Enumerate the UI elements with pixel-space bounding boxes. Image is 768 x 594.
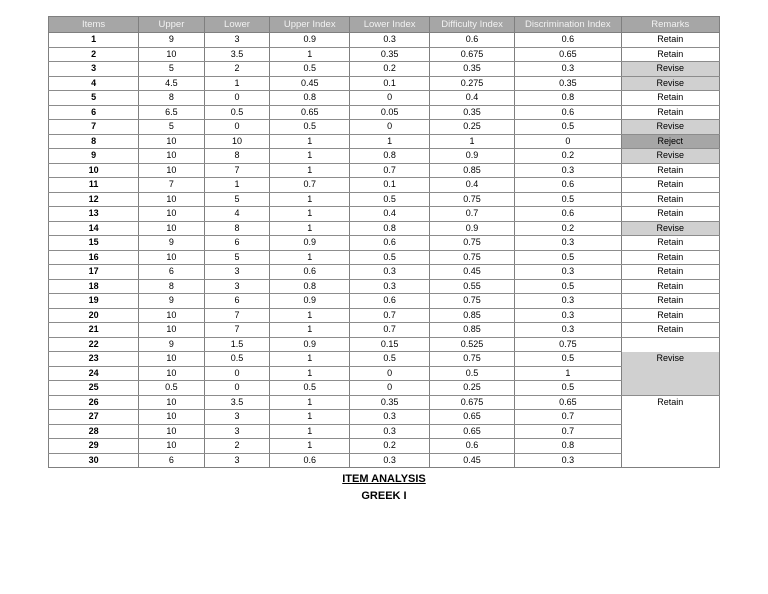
- table-row: [49, 366, 720, 381]
- upper-cell: 5: [139, 120, 205, 135]
- remarks-cell: Retain: [621, 91, 719, 106]
- table-row: [49, 91, 720, 106]
- discrimination-index-cell: 0.3: [515, 236, 622, 251]
- remarks-cell: [621, 439, 719, 454]
- item-cell: 26: [49, 395, 139, 410]
- upper-index-cell: 0.6: [270, 265, 350, 280]
- remarks-cell: [621, 424, 719, 439]
- table-row: [49, 221, 720, 236]
- lower-cell: 1: [204, 178, 270, 193]
- lower-cell: 6: [204, 236, 270, 251]
- item-cell: 19: [49, 294, 139, 309]
- item-cell: 13: [49, 207, 139, 222]
- discrimination-index-cell: 0: [515, 134, 622, 149]
- discrimination-index-cell: 0.65: [515, 47, 622, 62]
- lower-index-cell: 0.3: [350, 424, 430, 439]
- lower-cell: 5: [204, 192, 270, 207]
- upper-index-cell: 1: [270, 192, 350, 207]
- remarks-cell: Retain: [621, 236, 719, 251]
- difficulty-index-cell: 0.4: [430, 178, 515, 193]
- upper-index-cell: 1: [270, 308, 350, 323]
- header-row: [49, 17, 720, 33]
- upper-index-cell: 1: [270, 134, 350, 149]
- lower-index-cell: 0.2: [350, 62, 430, 77]
- item-cell: 12: [49, 192, 139, 207]
- remarks-cell: Revise: [621, 149, 719, 164]
- upper-index-cell: 1: [270, 439, 350, 454]
- difficulty-index-cell: 0.675: [430, 47, 515, 62]
- item-cell: 14: [49, 221, 139, 236]
- lower-index-cell: 0.7: [350, 323, 430, 338]
- lower-index-cell: 0.5: [350, 250, 430, 265]
- remarks-cell: Revise: [621, 62, 719, 77]
- upper-index-cell: 0.8: [270, 279, 350, 294]
- difficulty-index-cell: 0.75: [430, 352, 515, 367]
- table-row: [49, 381, 720, 396]
- lower-index-cell: 0.2: [350, 439, 430, 454]
- item-cell: 2: [49, 47, 139, 62]
- upper-index-cell: 1: [270, 163, 350, 178]
- lower-index-cell: 0.8: [350, 221, 430, 236]
- upper-index-cell: 0.6: [270, 453, 350, 468]
- lower-cell: 7: [204, 163, 270, 178]
- difficulty-index-cell: 0.25: [430, 120, 515, 135]
- table-body: [49, 33, 720, 468]
- lower-index-cell: 0.5: [350, 352, 430, 367]
- table-row: [49, 47, 720, 62]
- difficulty-index-cell: 0.75: [430, 192, 515, 207]
- lower-index-cell: 0.1: [350, 76, 430, 91]
- lower-cell: 0: [204, 120, 270, 135]
- upper-index-cell: 1: [270, 410, 350, 425]
- difficulty-index-cell: 0.675: [430, 395, 515, 410]
- discrimination-index-cell: 0.3: [515, 453, 622, 468]
- remarks-cell: Retain: [621, 178, 719, 193]
- upper-cell: 9: [139, 337, 205, 352]
- remarks-cell: Retain: [621, 308, 719, 323]
- item-cell: 8: [49, 134, 139, 149]
- discrimination-index-cell: 0.5: [515, 250, 622, 265]
- upper-index-cell: 1: [270, 323, 350, 338]
- item-cell: 23: [49, 352, 139, 367]
- upper-cell: 9: [139, 236, 205, 251]
- lower-cell: 7: [204, 308, 270, 323]
- table-row: [49, 236, 720, 251]
- table-row: [49, 62, 720, 77]
- lower-index-cell: 0.6: [350, 294, 430, 309]
- remarks-cell: [621, 410, 719, 425]
- table-row: [49, 120, 720, 135]
- upper-index-cell: 0.7: [270, 178, 350, 193]
- item-cell: 21: [49, 323, 139, 338]
- upper-cell: 6.5: [139, 105, 205, 120]
- remarks-cell: [621, 453, 719, 468]
- discrimination-index-cell: 0.3: [515, 163, 622, 178]
- lower-cell: 5: [204, 250, 270, 265]
- remarks-cell: Retain: [621, 279, 719, 294]
- lower-cell: 8: [204, 221, 270, 236]
- table-row: [49, 453, 720, 468]
- item-cell: 7: [49, 120, 139, 135]
- difficulty-index-cell: 0.35: [430, 105, 515, 120]
- lower-cell: 3: [204, 33, 270, 48]
- header-upper: Upper: [139, 17, 205, 33]
- lower-index-cell: 0.7: [350, 163, 430, 178]
- table-row: [49, 250, 720, 265]
- lower-cell: 0.5: [204, 105, 270, 120]
- difficulty-index-cell: 0.6: [430, 33, 515, 48]
- lower-index-cell: 0.35: [350, 47, 430, 62]
- table-row: [49, 279, 720, 294]
- header-lower-index: Lower Index: [350, 17, 430, 33]
- remarks-cell: Retain: [621, 265, 719, 280]
- upper-cell: 10: [139, 134, 205, 149]
- lower-index-cell: 0.8: [350, 149, 430, 164]
- upper-cell: 7: [139, 178, 205, 193]
- difficulty-index-cell: 0.85: [430, 323, 515, 338]
- lower-cell: 1.5: [204, 337, 270, 352]
- lower-cell: 3: [204, 279, 270, 294]
- caption: [48, 471, 720, 505]
- upper-cell: 10: [139, 221, 205, 236]
- upper-index-cell: 1: [270, 352, 350, 367]
- difficulty-index-cell: 0.65: [430, 410, 515, 425]
- upper-cell: 10: [139, 410, 205, 425]
- table-row: [49, 395, 720, 410]
- remarks-cell: Revise: [621, 352, 719, 367]
- item-cell: 18: [49, 279, 139, 294]
- lower-cell: 3: [204, 453, 270, 468]
- upper-cell: 10: [139, 395, 205, 410]
- discrimination-index-cell: 0.5: [515, 352, 622, 367]
- table-row: [49, 352, 720, 367]
- difficulty-index-cell: 0.9: [430, 221, 515, 236]
- lower-cell: 2: [204, 439, 270, 454]
- remarks-cell: Revise: [621, 76, 719, 91]
- remarks-cell: Revise: [621, 221, 719, 236]
- discrimination-index-cell: 0.3: [515, 265, 622, 280]
- lower-cell: 0: [204, 381, 270, 396]
- lower-index-cell: 0.35: [350, 395, 430, 410]
- lower-cell: 7: [204, 323, 270, 338]
- item-cell: 29: [49, 439, 139, 454]
- table-row: [49, 265, 720, 280]
- upper-index-cell: 1: [270, 207, 350, 222]
- discrimination-index-cell: 0.5: [515, 120, 622, 135]
- item-cell: 4: [49, 76, 139, 91]
- difficulty-index-cell: 0.7: [430, 207, 515, 222]
- lower-index-cell: 0.7: [350, 308, 430, 323]
- difficulty-index-cell: 0.75: [430, 250, 515, 265]
- table-row: [49, 134, 720, 149]
- table-row: [49, 410, 720, 425]
- caption-subtitle: GREEK I: [361, 490, 407, 502]
- lower-index-cell: 0: [350, 91, 430, 106]
- remarks-cell: [621, 337, 719, 352]
- table-row: [49, 323, 720, 338]
- difficulty-index-cell: 0.45: [430, 265, 515, 280]
- lower-cell: 3: [204, 265, 270, 280]
- discrimination-index-cell: 0.6: [515, 207, 622, 222]
- discrimination-index-cell: 0.75: [515, 337, 622, 352]
- difficulty-index-cell: 0.75: [430, 236, 515, 251]
- header-remarks: Remarks: [621, 17, 719, 33]
- upper-index-cell: 1: [270, 149, 350, 164]
- upper-cell: 10: [139, 308, 205, 323]
- item-cell: 9: [49, 149, 139, 164]
- table-row: [49, 149, 720, 164]
- item-cell: 6: [49, 105, 139, 120]
- upper-index-cell: 1: [270, 395, 350, 410]
- item-cell: 27: [49, 410, 139, 425]
- upper-cell: 10: [139, 149, 205, 164]
- lower-cell: 3: [204, 410, 270, 425]
- upper-index-cell: 0.5: [270, 120, 350, 135]
- upper-index-cell: 1: [270, 424, 350, 439]
- upper-cell: 8: [139, 91, 205, 106]
- item-cell: 11: [49, 178, 139, 193]
- discrimination-index-cell: 0.2: [515, 221, 622, 236]
- upper-cell: 10: [139, 250, 205, 265]
- lower-cell: 1: [204, 76, 270, 91]
- upper-cell: 10: [139, 439, 205, 454]
- remarks-cell: Retain: [621, 294, 719, 309]
- difficulty-index-cell: 0.6: [430, 439, 515, 454]
- lower-cell: 3.5: [204, 395, 270, 410]
- lower-index-cell: 0: [350, 381, 430, 396]
- difficulty-index-cell: 1: [430, 134, 515, 149]
- upper-cell: 10: [139, 192, 205, 207]
- upper-index-cell: 0.5: [270, 381, 350, 396]
- table-row: [49, 424, 720, 439]
- upper-cell: 10: [139, 352, 205, 367]
- discrimination-index-cell: 0.6: [515, 105, 622, 120]
- upper-cell: 10: [139, 207, 205, 222]
- upper-index-cell: 1: [270, 221, 350, 236]
- upper-cell: 9: [139, 294, 205, 309]
- discrimination-index-cell: 0.6: [515, 33, 622, 48]
- remarks-cell: Retain: [621, 105, 719, 120]
- lower-index-cell: 0: [350, 366, 430, 381]
- discrimination-index-cell: 0.8: [515, 439, 622, 454]
- table-row: [49, 76, 720, 91]
- discrimination-index-cell: 0.35: [515, 76, 622, 91]
- upper-cell: 5: [139, 62, 205, 77]
- upper-index-cell: 1: [270, 250, 350, 265]
- lower-index-cell: 1: [350, 134, 430, 149]
- lower-index-cell: 0.05: [350, 105, 430, 120]
- upper-cell: 10: [139, 47, 205, 62]
- upper-cell: 8: [139, 279, 205, 294]
- table-row: [49, 207, 720, 222]
- lower-index-cell: 0.3: [350, 265, 430, 280]
- item-cell: 3: [49, 62, 139, 77]
- upper-index-cell: 0.9: [270, 294, 350, 309]
- table-row: [49, 308, 720, 323]
- upper-index-cell: 1: [270, 366, 350, 381]
- lower-index-cell: 0.4: [350, 207, 430, 222]
- upper-cell: 10: [139, 323, 205, 338]
- remarks-cell: Retain: [621, 395, 719, 410]
- difficulty-index-cell: 0.9: [430, 149, 515, 164]
- upper-cell: 10: [139, 424, 205, 439]
- header-items: Items: [49, 17, 139, 33]
- discrimination-index-cell: 0.3: [515, 308, 622, 323]
- table-row: [49, 439, 720, 454]
- item-cell: 10: [49, 163, 139, 178]
- upper-cell: 9: [139, 33, 205, 48]
- upper-cell: 6: [139, 453, 205, 468]
- upper-cell: 10: [139, 163, 205, 178]
- lower-index-cell: 0.5: [350, 192, 430, 207]
- table-row: [49, 178, 720, 193]
- header-difficulty-index: Difficulty Index: [430, 17, 515, 33]
- difficulty-index-cell: 0.85: [430, 163, 515, 178]
- item-cell: 22: [49, 337, 139, 352]
- item-cell: 15: [49, 236, 139, 251]
- difficulty-index-cell: 0.55: [430, 279, 515, 294]
- lower-index-cell: 0.6: [350, 236, 430, 251]
- item-cell: 17: [49, 265, 139, 280]
- lower-cell: 0.5: [204, 352, 270, 367]
- table-row: [49, 337, 720, 352]
- item-cell: 20: [49, 308, 139, 323]
- discrimination-index-cell: 0.3: [515, 294, 622, 309]
- upper-index-cell: 0.9: [270, 33, 350, 48]
- table-row: [49, 192, 720, 207]
- lower-cell: 4: [204, 207, 270, 222]
- upper-index-cell: 0.5: [270, 62, 350, 77]
- discrimination-index-cell: 0.3: [515, 62, 622, 77]
- discrimination-index-cell: 0.65: [515, 395, 622, 410]
- lower-index-cell: 0.3: [350, 410, 430, 425]
- discrimination-index-cell: 0.7: [515, 410, 622, 425]
- upper-index-cell: 0.9: [270, 236, 350, 251]
- upper-cell: 6: [139, 265, 205, 280]
- item-cell: 28: [49, 424, 139, 439]
- remarks-cell: Retain: [621, 192, 719, 207]
- remarks-cell: Retain: [621, 163, 719, 178]
- item-cell: 24: [49, 366, 139, 381]
- upper-index-cell: 0.45: [270, 76, 350, 91]
- difficulty-index-cell: 0.5: [430, 366, 515, 381]
- remarks-cell: Retain: [621, 47, 719, 62]
- lower-cell: 3.5: [204, 47, 270, 62]
- lower-index-cell: 0.1: [350, 178, 430, 193]
- item-cell: 25: [49, 381, 139, 396]
- upper-cell: 10: [139, 366, 205, 381]
- discrimination-index-cell: 1: [515, 366, 622, 381]
- discrimination-index-cell: 0.8: [515, 91, 622, 106]
- lower-cell: 3: [204, 424, 270, 439]
- table-row: [49, 294, 720, 309]
- upper-cell: 4.5: [139, 76, 205, 91]
- discrimination-index-cell: 0.7: [515, 424, 622, 439]
- lower-index-cell: 0.15: [350, 337, 430, 352]
- header-discrimination-index: Discrimination Index: [515, 17, 622, 33]
- upper-cell: 0.5: [139, 381, 205, 396]
- remarks-cell: Retain: [621, 207, 719, 222]
- difficulty-index-cell: 0.4: [430, 91, 515, 106]
- discrimination-index-cell: 0.6: [515, 178, 622, 193]
- remarks-cell: Reject: [621, 134, 719, 149]
- upper-index-cell: 0.8: [270, 91, 350, 106]
- header-lower: Lower: [204, 17, 270, 33]
- item-cell: 1: [49, 33, 139, 48]
- lower-cell: 0: [204, 366, 270, 381]
- item-cell: 30: [49, 453, 139, 468]
- upper-index-cell: 0.65: [270, 105, 350, 120]
- upper-index-cell: 0.9: [270, 337, 350, 352]
- caption-title: ITEM ANALYSIS: [342, 473, 426, 485]
- table-row: [49, 33, 720, 48]
- lower-cell: 0: [204, 91, 270, 106]
- remarks-cell: Retain: [621, 33, 719, 48]
- discrimination-index-cell: 0.5: [515, 279, 622, 294]
- remarks-cell: [621, 381, 719, 396]
- remarks-cell: Retain: [621, 323, 719, 338]
- item-cell: 16: [49, 250, 139, 265]
- difficulty-index-cell: 0.35: [430, 62, 515, 77]
- lower-index-cell: 0.3: [350, 33, 430, 48]
- discrimination-index-cell: 0.2: [515, 149, 622, 164]
- header-upper-index: Upper Index: [270, 17, 350, 33]
- lower-cell: 6: [204, 294, 270, 309]
- difficulty-index-cell: 0.525: [430, 337, 515, 352]
- table-row: [49, 163, 720, 178]
- remarks-cell: Revise: [621, 120, 719, 135]
- table-row: [49, 105, 720, 120]
- item-cell: 5: [49, 91, 139, 106]
- difficulty-index-cell: 0.65: [430, 424, 515, 439]
- discrimination-index-cell: 0.5: [515, 192, 622, 207]
- item-analysis-table: [48, 16, 720, 468]
- difficulty-index-cell: 0.25: [430, 381, 515, 396]
- difficulty-index-cell: 0.275: [430, 76, 515, 91]
- discrimination-index-cell: 0.5: [515, 381, 622, 396]
- lower-cell: 10: [204, 134, 270, 149]
- lower-index-cell: 0.3: [350, 453, 430, 468]
- upper-index-cell: 1: [270, 47, 350, 62]
- difficulty-index-cell: 0.85: [430, 308, 515, 323]
- lower-index-cell: 0: [350, 120, 430, 135]
- difficulty-index-cell: 0.45: [430, 453, 515, 468]
- remarks-cell: Retain: [621, 250, 719, 265]
- item-analysis-sheet: [48, 16, 720, 468]
- difficulty-index-cell: 0.75: [430, 294, 515, 309]
- discrimination-index-cell: 0.3: [515, 323, 622, 338]
- lower-cell: 8: [204, 149, 270, 164]
- remarks-cell: [621, 366, 719, 381]
- lower-index-cell: 0.3: [350, 279, 430, 294]
- lower-cell: 2: [204, 62, 270, 77]
